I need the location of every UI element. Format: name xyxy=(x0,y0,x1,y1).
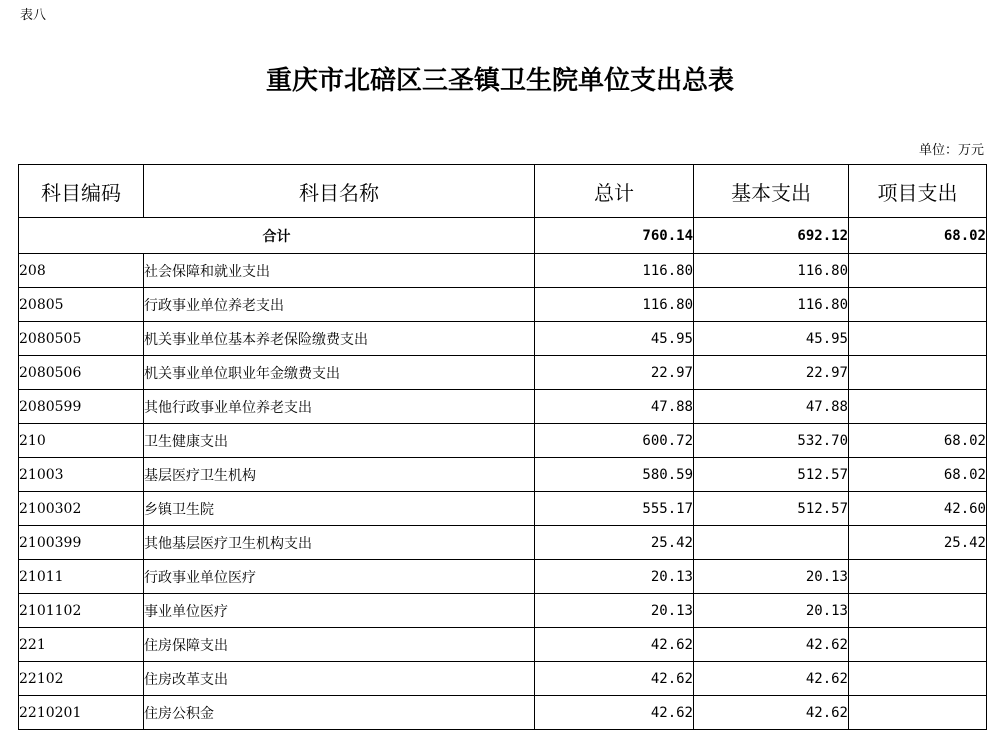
row-basic xyxy=(694,526,849,560)
header-basic: 基本支出 xyxy=(694,165,849,218)
row-project xyxy=(849,696,987,730)
row-project xyxy=(849,662,987,696)
row-basic: 45.95 xyxy=(694,322,849,356)
row-name: 事业单位医疗 xyxy=(144,594,535,628)
row-project: 42.60 xyxy=(849,492,987,526)
row-name: 社会保障和就业支出 xyxy=(144,254,535,288)
row-code: 21003 xyxy=(19,458,144,492)
row-project xyxy=(849,322,987,356)
row-project xyxy=(849,560,987,594)
row-name: 行政事业单位医疗 xyxy=(144,560,535,594)
page-title: 重庆市北碚区三圣镇卫生院单位支出总表 xyxy=(265,66,734,96)
row-project xyxy=(849,594,987,628)
row-project: 68.02 xyxy=(849,424,987,458)
row-basic: 20.13 xyxy=(694,560,849,594)
row-code: 2080599 xyxy=(19,390,144,424)
table-number: 表八 xyxy=(20,8,47,23)
row-total: 580.59 xyxy=(535,458,694,492)
row-basic: 47.88 xyxy=(694,390,849,424)
row-basic: 116.80 xyxy=(694,288,849,322)
row-code: 22102 xyxy=(19,662,144,696)
row-name: 其他行政事业单位养老支出 xyxy=(144,390,535,424)
row-name: 基层医疗卫生机构 xyxy=(144,458,535,492)
expenditure-table xyxy=(18,164,987,730)
row-project: 68.02 xyxy=(849,458,987,492)
row-code: 221 xyxy=(19,628,144,662)
row-basic: 116.80 xyxy=(694,254,849,288)
table-row xyxy=(19,458,987,492)
row-code: 2080506 xyxy=(19,356,144,390)
row-project xyxy=(849,390,987,424)
row-code: 210 xyxy=(19,424,144,458)
header-code: 科目编码 xyxy=(19,165,144,218)
row-project xyxy=(849,356,987,390)
row-total: 45.95 xyxy=(535,322,694,356)
row-name: 机关事业单位基本养老保险缴费支出 xyxy=(144,322,535,356)
row-total: 20.13 xyxy=(535,560,694,594)
row-total: 600.72 xyxy=(535,424,694,458)
total-sum: 760.14 xyxy=(535,218,694,254)
table-row xyxy=(19,492,987,526)
row-total: 116.80 xyxy=(535,288,694,322)
table-row xyxy=(19,526,987,560)
header-name: 科目名称 xyxy=(144,165,535,218)
row-name: 乡镇卫生院 xyxy=(144,492,535,526)
row-name: 其他基层医疗卫生机构支出 xyxy=(144,526,535,560)
row-code: 2210201 xyxy=(19,696,144,730)
row-project xyxy=(849,254,987,288)
table-row xyxy=(19,662,987,696)
total-project: 68.02 xyxy=(849,218,987,254)
row-basic: 512.57 xyxy=(694,458,849,492)
table-row xyxy=(19,390,987,424)
header-row xyxy=(19,165,987,218)
row-code: 2080505 xyxy=(19,322,144,356)
row-project xyxy=(849,288,987,322)
table-row xyxy=(19,356,987,390)
row-total: 42.62 xyxy=(535,696,694,730)
header-project: 项目支出 xyxy=(849,165,987,218)
row-project: 25.42 xyxy=(849,526,987,560)
row-name: 卫生健康支出 xyxy=(144,424,535,458)
row-code: 2101102 xyxy=(19,594,144,628)
header-total: 总计 xyxy=(535,165,694,218)
row-total: 25.42 xyxy=(535,526,694,560)
row-name: 住房保障支出 xyxy=(144,628,535,662)
table-row xyxy=(19,288,987,322)
table-row xyxy=(19,594,987,628)
table-row xyxy=(19,628,987,662)
table-row xyxy=(19,254,987,288)
row-code: 20805 xyxy=(19,288,144,322)
row-code: 2100302 xyxy=(19,492,144,526)
table-row xyxy=(19,696,987,730)
row-basic: 512.57 xyxy=(694,492,849,526)
row-code: 208 xyxy=(19,254,144,288)
row-total: 20.13 xyxy=(535,594,694,628)
row-total: 47.88 xyxy=(535,390,694,424)
table-row xyxy=(19,560,987,594)
row-total: 555.17 xyxy=(535,492,694,526)
row-basic: 42.62 xyxy=(694,662,849,696)
row-total: 116.80 xyxy=(535,254,694,288)
table-row xyxy=(19,322,987,356)
total-basic: 692.12 xyxy=(694,218,849,254)
table-row xyxy=(19,424,987,458)
total-label: 合计 xyxy=(19,218,535,254)
row-basic: 20.13 xyxy=(694,594,849,628)
row-total: 22.97 xyxy=(535,356,694,390)
row-basic: 532.70 xyxy=(694,424,849,458)
row-basic: 42.62 xyxy=(694,696,849,730)
row-name: 行政事业单位养老支出 xyxy=(144,288,535,322)
row-basic: 42.62 xyxy=(694,628,849,662)
row-code: 2100399 xyxy=(19,526,144,560)
unit-label: 单位：万元 xyxy=(918,143,984,158)
row-total: 42.62 xyxy=(535,628,694,662)
row-project xyxy=(849,628,987,662)
row-total: 42.62 xyxy=(535,662,694,696)
row-name: 住房改革支出 xyxy=(144,662,535,696)
row-name: 住房公积金 xyxy=(144,696,535,730)
total-row xyxy=(19,218,987,254)
row-basic: 22.97 xyxy=(694,356,849,390)
row-code: 21011 xyxy=(19,560,144,594)
row-name: 机关事业单位职业年金缴费支出 xyxy=(144,356,535,390)
